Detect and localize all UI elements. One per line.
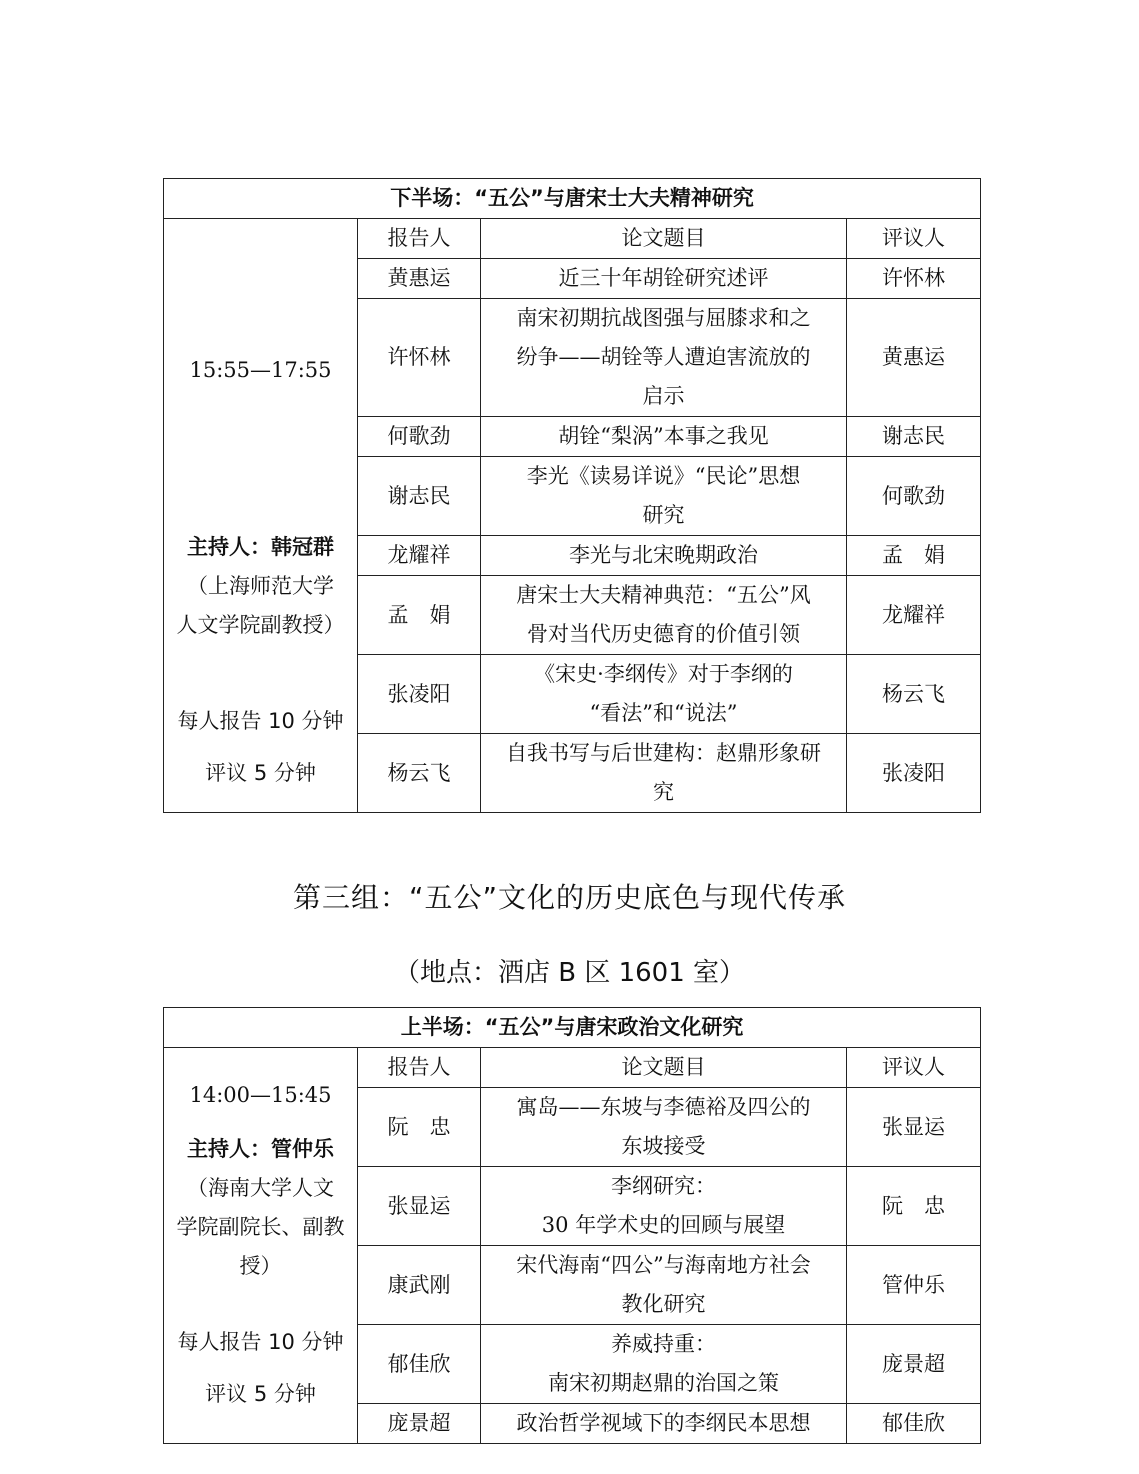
host-affiliation-line2: 学院副院长、副教 [176, 1214, 345, 1239]
header-reviewer: 评议人 [847, 1048, 981, 1088]
reviewer-cell: 许怀林 [847, 259, 981, 299]
topic-line: 启示 [642, 384, 685, 408]
host-affiliation-line1: （上海师范大学 [187, 573, 334, 598]
reviewer-cell: 阮 忠 [847, 1167, 981, 1246]
table-title-row [164, 179, 981, 219]
reviewer-cell: 何歌劲 [847, 457, 981, 536]
review-time-rule: 评议 5 分钟 [205, 760, 316, 785]
speaker-cell: 谢志民 [358, 457, 481, 536]
topic-line: 南宋初期赵鼎的治国之策 [548, 1371, 779, 1395]
reviewer-cell: 张显运 [847, 1088, 981, 1167]
reviewer-cell: 管仲乐 [847, 1246, 981, 1325]
reviewer-cell: 黄惠运 [847, 299, 981, 417]
speaker-cell: 孟 娟 [358, 576, 481, 655]
table-header-row [164, 219, 981, 259]
topic-cell [481, 1325, 847, 1404]
speaker-cell: 何歌劲 [358, 417, 481, 457]
topic-line: 李光与北宋晚期政治 [569, 543, 758, 567]
reviewer-cell: 庞景超 [847, 1325, 981, 1404]
report-time-rule: 每人报告 10 分钟 [177, 1329, 344, 1354]
schedule-table-first-half [163, 1007, 981, 1444]
group-title: 第三组：“五公”文化的历史底色与现代传承 [292, 881, 846, 914]
topic-line: 自我书写与后世建构：赵鼎形象研 [506, 741, 821, 765]
topic-line: 纷争——胡铨等人遭迫害流放的 [516, 345, 811, 369]
host-affiliation-line2: 人文学院副教授） [176, 612, 345, 637]
topic-cell [481, 734, 847, 813]
topic-line: 养威持重： [611, 1332, 716, 1356]
topic-cell [481, 1167, 847, 1246]
speaker-cell: 许怀林 [358, 299, 481, 417]
topic-cell [481, 655, 847, 734]
topic-line: 胡铨“梨涡”本事之我见 [558, 424, 769, 448]
group-location: （地点：酒店 B 区 1601 室） [393, 958, 746, 988]
report-time-rule: 每人报告 10 分钟 [177, 708, 344, 733]
topic-cell [481, 576, 847, 655]
host-affiliation-line3: 授） [239, 1253, 282, 1278]
session-info-cell [164, 1048, 358, 1444]
topic-line: 30 年学术史的回顾与展望 [541, 1213, 786, 1237]
review-time-rule: 评议 5 分钟 [205, 1381, 316, 1406]
topic-cell [481, 536, 847, 576]
topic-line: 东坡接受 [621, 1134, 706, 1158]
topic-line: 研究 [642, 503, 685, 527]
speaker-cell: 康武刚 [358, 1246, 481, 1325]
topic-cell [481, 299, 847, 417]
topic-cell [481, 1088, 847, 1167]
speaker-cell: 黄惠运 [358, 259, 481, 299]
topic-line: 唐宋士大夫精神典范：“五公”风 [516, 583, 811, 607]
speaker-cell: 阮 忠 [358, 1088, 481, 1167]
topic-line: 究 [653, 780, 674, 804]
header-topic: 论文题目 [481, 1048, 847, 1088]
topic-cell [481, 1246, 847, 1325]
topic-line: 政治哲学视域下的李纲民本思想 [516, 1411, 811, 1435]
topic-line: 近三十年胡铨研究述评 [558, 266, 769, 290]
header-speaker: 报告人 [358, 1048, 481, 1088]
speaker-cell: 张显运 [358, 1167, 481, 1246]
topic-cell [481, 457, 847, 536]
table-title: 下半场：“五公”与唐宋士大夫精神研究 [164, 179, 981, 219]
reviewer-cell: 谢志民 [847, 417, 981, 457]
speaker-cell: 龙耀祥 [358, 536, 481, 576]
header-speaker: 报告人 [358, 219, 481, 259]
header-reviewer: 评议人 [847, 219, 981, 259]
host-name: 主持人：管仲乐 [187, 1136, 334, 1161]
topic-line: 《宋史·李纲传》对于李纲的 [534, 662, 793, 686]
session-time: 14:00—15:45 [189, 1082, 332, 1107]
reviewer-cell: 龙耀祥 [847, 576, 981, 655]
topic-line: 寓岛——东坡与李德裕及四公的 [516, 1095, 811, 1119]
topic-line: 李光《读易详说》“民论”思想 [526, 464, 801, 488]
session-info-cell [164, 219, 358, 813]
reviewer-cell: 杨云飞 [847, 655, 981, 734]
reviewer-cell: 孟 娟 [847, 536, 981, 576]
topic-cell [481, 417, 847, 457]
schedule-table-second-half [163, 178, 981, 813]
topic-line: 宋代海南“四公”与海南地方社会 [516, 1253, 811, 1277]
topic-line: 骨对当代历史德育的价值引领 [527, 622, 800, 646]
topic-line: 李纲研究： [611, 1174, 716, 1198]
reviewer-cell: 张凌阳 [847, 734, 981, 813]
speaker-cell: 张凌阳 [358, 655, 481, 734]
table-header-row [164, 1048, 981, 1088]
session-time: 15:55—17:55 [189, 357, 332, 382]
topic-line: 教化研究 [621, 1292, 706, 1316]
host-name: 主持人：韩冠群 [187, 534, 334, 559]
speaker-cell: 庞景超 [358, 1404, 481, 1444]
host-affiliation-line1: （海南大学人文 [187, 1175, 334, 1200]
topic-cell [481, 259, 847, 299]
header-topic: 论文题目 [481, 219, 847, 259]
topic-cell [481, 1404, 847, 1444]
speaker-cell: 郁佳欣 [358, 1325, 481, 1404]
topic-line: “看法”和“说法” [589, 701, 738, 725]
table-title-row [164, 1008, 981, 1048]
speaker-cell: 杨云飞 [358, 734, 481, 813]
reviewer-cell: 郁佳欣 [847, 1404, 981, 1444]
table-title: 上半场：“五公”与唐宋政治文化研究 [164, 1008, 981, 1048]
topic-line: 南宋初期抗战图强与屈膝求和之 [516, 306, 811, 330]
